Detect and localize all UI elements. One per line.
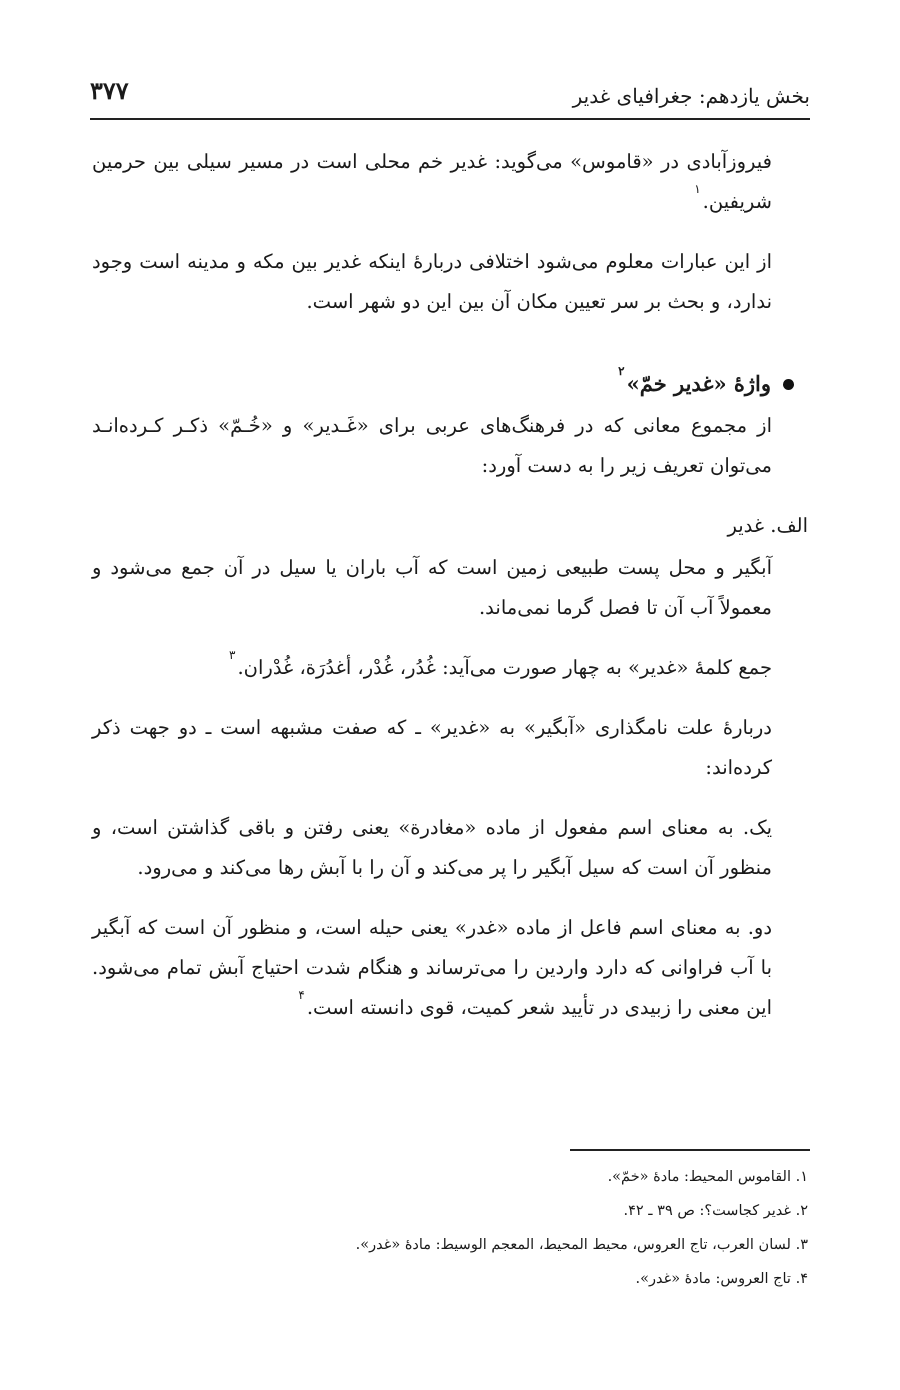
paragraph-conclusion (92, 242, 808, 322)
footnote-item: ۲. غدیر کجاست؟: ص ۳۹ ـ ۴۲. (623, 1203, 808, 1219)
heading-text: واژهٔ «غدیر خمّ» (626, 371, 771, 396)
footnote-item: ۳. لسان العرب، تاج العروس، محیط المحیط، المعجم الوسیط: مادهٔ «غدر». (355, 1237, 808, 1253)
paragraph-text: دربارهٔ علت نامگذاری «آبگیر» به «غدیر» ـ که صفت مشبهه است ـ دو جهت ذکر کرده‌اند: (92, 716, 772, 779)
footnote-item: ۴. تاج العروس: مادهٔ «غدر». (635, 1271, 808, 1287)
paragraph-reason-one (92, 808, 808, 888)
paragraph-text: جمع کلمهٔ «غدیر» به چهار صورت می‌آید: غُدُر، غُدْر، أغدُرَة، غُدْران. (237, 656, 772, 679)
paragraph-definition-intro (92, 406, 808, 486)
footnote-ref[interactable]: ۲ (618, 364, 625, 378)
paragraph-naming-reason (92, 708, 808, 788)
footnote-ref[interactable]: ۳ (229, 647, 236, 662)
paragraph-firuzabadi (92, 142, 808, 222)
running-title: بخش یازدهم: جغرافیای غدیر (572, 84, 810, 108)
paragraph-reason-two (92, 908, 808, 1028)
footnote-ref[interactable]: ۱ (694, 181, 701, 196)
footnotes (92, 1160, 808, 1296)
subheading-ghadir: الف. غدیر (727, 514, 808, 537)
paragraph-plural-forms (92, 648, 808, 688)
bullet-icon (783, 379, 794, 390)
footnote-divider (570, 1149, 810, 1151)
page-number: ۳۷۷ (90, 76, 129, 105)
paragraph-text: فیروزآبادی در «قاموس» می‌گوید: غدیر خم محلی است در مسیر سیلی بین حرمین شریفین. (92, 150, 772, 213)
body-text (92, 142, 808, 1048)
paragraph-text: یک. به معنای اسم مفعول از ماده «مغادرة» یعنی رفتن و باقی گذاشتن است، و منظور آن است که سیل آبگیر را پر می‌کند و آن را با آبش رها می‌کند و می‌رود. (92, 816, 772, 879)
footnote-ref[interactable]: ۴ (298, 987, 305, 1002)
page-header (90, 62, 810, 120)
section-heading (92, 364, 808, 404)
paragraph-text: آبگیر و محل پست طبیعی زمین است که آب باران یا سیل در آن جمع می‌شود و معمولاً آب آن تا فصل گرما نمی‌ماند. (92, 556, 772, 619)
footnote-item: ۱. القاموس المحیط: مادهٔ «خمّ». (607, 1169, 808, 1185)
paragraph-text: دو. به معنای اسم فاعل از ماده «غدر» یعنی حیله است، و منظور آن است که آبگیر با آب فراوانی که دارد واردین را می‌ترساند و هنگام شدت احتیاج آبش تمام می‌شود. این معنی را زبیدی در تأیید شعر کمیت، قوی دانسته است. (92, 916, 772, 1019)
paragraph-text: از مجموع معانی که در فرهنگ‌های عربی برای «غَـدیر» و «خُـمّ» ذکـر کـرده‌انـد می‌توان تعریف زیر را به دست آورد: (92, 414, 772, 477)
paragraph-text: از این عبارات معلوم می‌شود اختلافی دربارهٔ اینکه غدیر بین مکه و مدینه است وجود ندارد، و بحث بر سر تعیین مکان آن بین این دو شهر است. (92, 250, 772, 313)
paragraph-ghadir-meaning (92, 548, 808, 628)
